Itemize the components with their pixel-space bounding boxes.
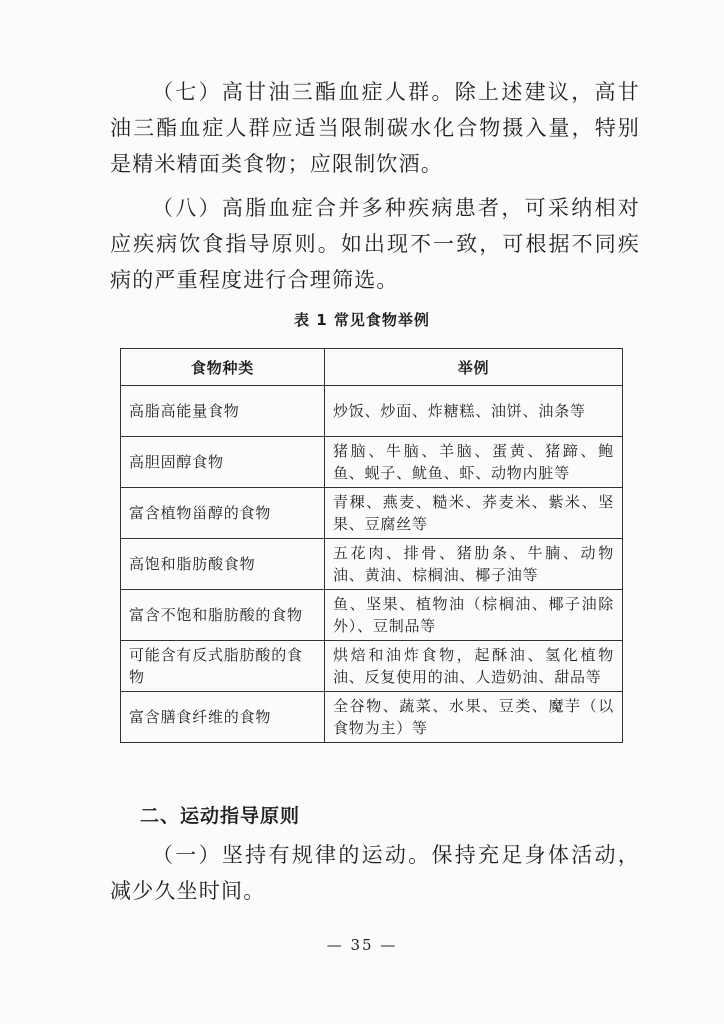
table-header-row bbox=[121, 349, 623, 386]
paragraph-item-8: （八）高脂血症合并多种疾病患者，可采纳相对应疾病饮食指导原则。如出现不一致，可根据不同疾病的严重程度进行合理筛选。 bbox=[110, 196, 640, 292]
cell-examples: 全谷物、蔬菜、水果、豆类、魔芋（以食物为主）等 bbox=[325, 692, 623, 743]
cell-food-type: 富含不饱和脂肪酸的食物 bbox=[121, 590, 325, 641]
cell-food-type: 高脂高能量食物 bbox=[121, 386, 325, 437]
table-caption: 表 1 常见食物举例 bbox=[294, 311, 430, 329]
section-heading-exercise: 二、运动指导原则 bbox=[140, 805, 301, 827]
cell-food-type: 高饱和脂肪酸食物 bbox=[121, 539, 325, 590]
table-row bbox=[121, 539, 623, 590]
header-examples: 举例 bbox=[325, 349, 623, 386]
table-row bbox=[121, 641, 623, 692]
page-number: — 35 — bbox=[326, 936, 398, 954]
table-row bbox=[121, 692, 623, 743]
table-row bbox=[121, 437, 623, 488]
cell-examples: 五花肉、排骨、猪肋条、牛腩、动物油、黄油、棕榈油、椰子油等 bbox=[325, 539, 623, 590]
paragraph-item-7: （七）高甘油三酯血症人群。除上述建议，高甘油三酯血症人群应适当限制碳水化合物摄入量，特别是精米精面类食物；应限制饮酒。 bbox=[110, 80, 640, 176]
table-row bbox=[121, 590, 623, 641]
cell-food-type: 富含植物甾醇的食物 bbox=[121, 488, 325, 539]
cell-examples: 炒饭、炒面、炸糖糕、油饼、油条等 bbox=[325, 386, 623, 437]
cell-examples: 鱼、坚果、植物油（棕榈油、椰子油除外）、豆制品等 bbox=[325, 590, 623, 641]
cell-examples: 烘焙和油炸食物，起酥油、氢化植物油、反复使用的油、人造奶油、甜品等 bbox=[325, 641, 623, 692]
cell-food-type: 高胆固醇食物 bbox=[121, 437, 325, 488]
food-examples-table bbox=[120, 348, 623, 743]
table-row bbox=[121, 386, 623, 437]
cell-food-type: 可能含有反式脂肪酸的食物 bbox=[121, 641, 325, 692]
table-row bbox=[121, 488, 623, 539]
cell-examples: 青稞、燕麦、糙米、荞麦米、紫米、坚果、豆腐丝等 bbox=[325, 488, 623, 539]
cell-examples: 猪脑、牛脑、羊脑、蛋黄、猪蹄、鲍鱼、蚬子、鱿鱼、虾、动物内脏等 bbox=[325, 437, 623, 488]
paragraph-exercise-item-1: （一）坚持有规律的运动。保持充足身体活动，减少久坐时间。 bbox=[110, 843, 640, 903]
cell-food-type: 富含膳食纤维的食物 bbox=[121, 692, 325, 743]
header-food-type: 食物种类 bbox=[121, 349, 325, 386]
